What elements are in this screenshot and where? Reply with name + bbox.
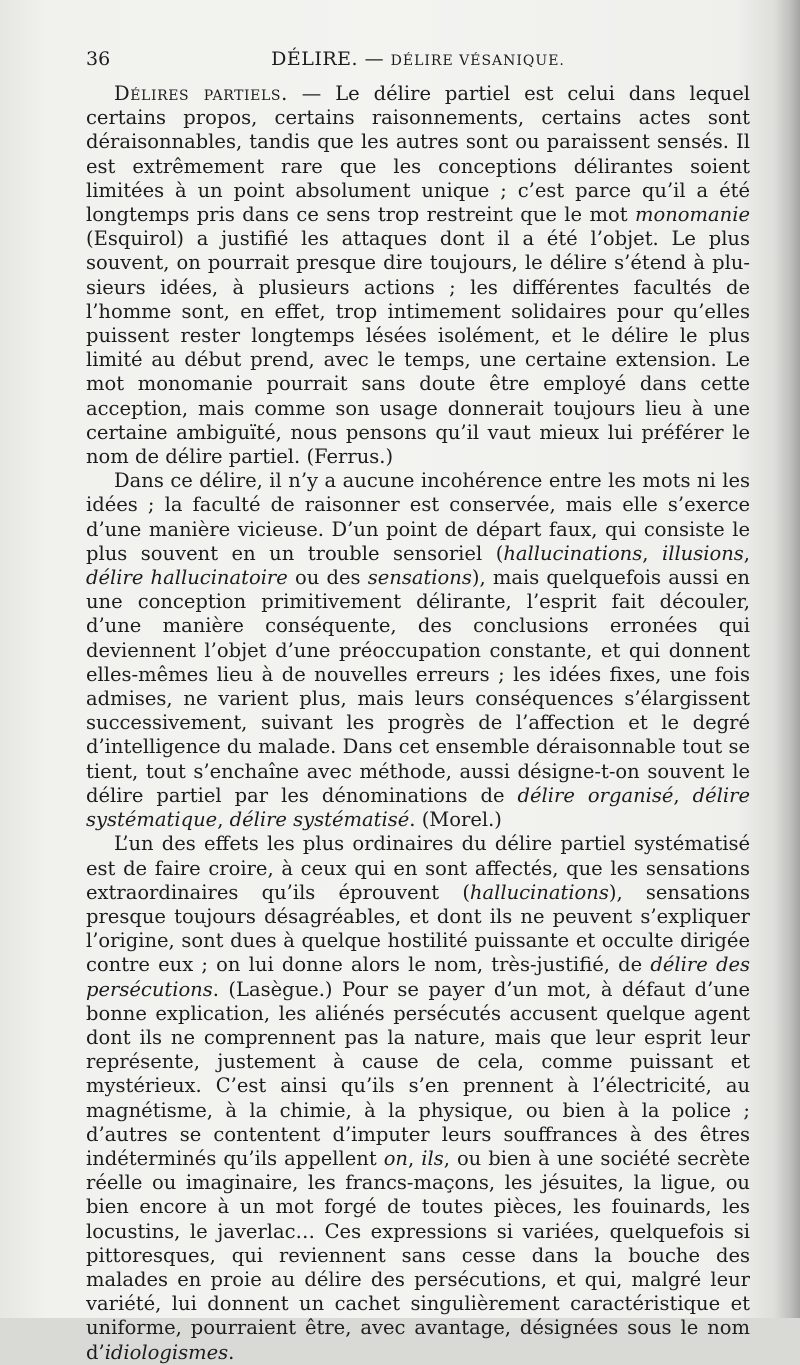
italic-term: on <box>383 1146 408 1170</box>
text-run: , <box>217 808 230 832</box>
italic-term: hallucinations <box>469 880 609 904</box>
text-run: . <box>228 1340 235 1364</box>
text-run: . (Morel.) <box>409 808 502 832</box>
text-run: — Le délire partiel est celui dans lequel certains propos, certains raisonnements, certains actes sont déraisonnables, tandis que les autres sont ou paraissent sensés. Il est extrêmement rare que les conceptions délirantes soient limitées à un point absolument unique ; c’est parce qu’il a été longtemps pris dans ce sens trop restreint que le mot <box>86 82 750 227</box>
text-run: ou des <box>287 566 368 590</box>
italic-term: idiologismes <box>104 1340 229 1364</box>
italic-term: hallucinations <box>503 541 643 565</box>
body-text <box>86 82 750 1365</box>
italic-term: illusions <box>661 541 744 565</box>
text-run: Dans ce délire, il n’y a aucune incohérence entre les mots ni les idées ; la faculté de raisonner est conservée, mais elle s’exerce d’une manière vicieuse. D’un point de départ faux, qui consiste le plus souvent en un trouble sensoriel ( <box>86 469 750 565</box>
paragraph-persecutions <box>86 832 750 1364</box>
italic-term: monomanie <box>635 203 750 227</box>
paragraph-delires-partiels <box>86 82 750 469</box>
text-run: ), mais quelquefois aussi en une conception primitivement délirante, l’esprit fait découler, d’une manière conséquente, des conclusions erronées qui deviennent l’objet d’une préoccupation constante, et qui donnent elles-mêmes lieu à de nouvelles erreurs ; les idées fixes, une fois admises, ne varient plus, mais leurs conséquences s’élargissent successivement, suivant les progrès de l’affection et le degré d’intelligence du malade. Dans cet ensemble déraisonnable tout se tient, tout s’enchaîne avec méthode, aussi désigne-t-on souvent le délire partiel par les dénominations de <box>86 566 750 807</box>
page-gutter-shadow <box>774 0 800 1318</box>
italic-term: sensations <box>367 566 472 590</box>
running-title <box>86 48 750 70</box>
running-header <box>86 48 750 74</box>
section-title: DÉLIRE VÉSANIQUE. <box>390 53 565 69</box>
italic-term: délire organisé <box>517 783 674 807</box>
italic-term: délire systématique <box>86 783 750 832</box>
paragraph-raisonnement <box>86 469 750 832</box>
text-run: . (Lasègue.) Pour se payer d’un mot, à défaut d’une bonne explication, les aliénés persécutés accusent quelque agent dont ils ne comprennent pas la nature, mais que leur esprit leur représente, justement à cause de cela, comme puissant et mystérieux. C’est ainsi qu’ils s’en prennent à l’électricité, au magnétisme, à la chimie, à la physique, ou bien à la police ; d’autres se contentent d’imputer leurs souffrances à des êtres indéterminés qu’ils appellent <box>86 977 750 1170</box>
text-run: , ou bien à une société secrète réelle ou imaginaire, les francs-maçons, les jésuites, la ligue, ou bien encore à un mot forgé de toutes pièces, les fouinards, les locustins, le javerlac… Ces expressions si variées, quelquefois si pittoresques, qui reviennent sans cesse dans la bouche des malades en proie au délire des persécutions, et qui, malgré leur variété, lui donnent un cachet singulièrement caractéristique et uniforme, pourraient être, avec avantage, désignées sous le nom d’ <box>86 1146 750 1364</box>
italic-term: ils <box>421 1146 444 1170</box>
text-run: (Esquirol) a justifié les attaques dont il a été l’objet. Le plus souvent, on pourrait presque dire toujours, le délire s’étend à plusieurs idées, à plusieurs actions ; les différentes facultés de l’homme sont, en effet, trop intimement solidaires pour qu’elles puissent rester longtemps lésées isolément, et le délire le plus limité au début prend, avec le temps, une certaine extension. Le mot monomanie pourrait sans doute être employé dans cette acception, mais comme son usage donnerait toujours lieu à une certaine ambiguïté, nous pensons qu’il vaut mieux lui préférer le nom de délire partiel. (Ferrus.) <box>86 227 750 469</box>
title-dash: — <box>364 48 385 70</box>
italic-term: délire hallucinatoire <box>86 566 288 590</box>
italic-term: délire systématisé <box>229 808 410 832</box>
text-run: , <box>673 783 693 807</box>
chapter-title: DÉLIRE. <box>271 48 359 70</box>
text-run: , <box>408 1146 422 1170</box>
text-run: , <box>642 541 662 565</box>
page-number: 36 <box>86 48 111 70</box>
text-run: ), sensations presque toujours désagréables, et dont ils ne peuvent s’expliquer l’origine, sont dues à quelque hostilité puissante et occulte dirigée contre eux ; on lui donne alors le nom, très-justifié, de <box>86 880 750 977</box>
italic-term: délire des persécutions <box>86 953 750 1001</box>
text-run: , <box>743 541 750 565</box>
section-lead: Délires partiels. <box>114 82 288 105</box>
text-run: L’un des effets les plus ordinaires du délire partiel systématisé est de faire croire, à ceux qui en sont affectés, que les sensations extraordinaires qu’ils éprouvent ( <box>86 832 750 904</box>
